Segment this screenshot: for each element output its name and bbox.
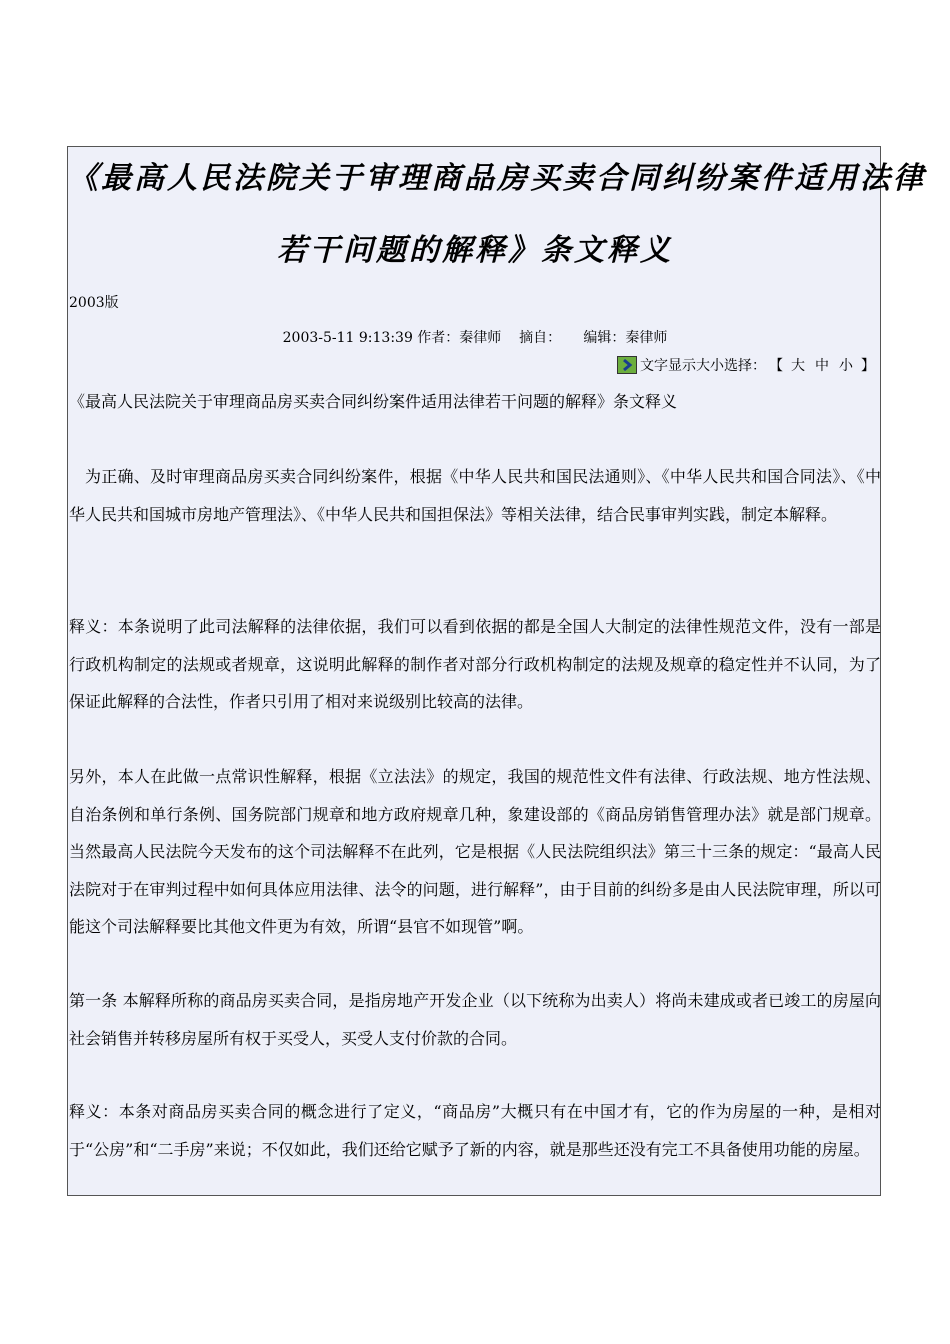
paragraph-commentary-1: 释义：本条说明了此司法解释的法律依据，我们可以看到依据的都是全国人大制定的法律性规范文件，没有一部是行政机构制定的法规或者规章，这说明此解释的制作者对部分行政机构制定的法规及规章的稳定性并不认同，为了保证此解释的合法性，作者只引用了相对来说级别比较高的法律。 (69, 617, 881, 711)
font-size-large-link[interactable]: 大 (791, 358, 805, 374)
text-size-icon (617, 356, 637, 374)
article-title-line-2: 若干问题的解释》条文释义 (277, 233, 673, 268)
paragraph-commentary-2: 另外，本人在此做一点常识性解释，根据《立法法》的规定，我国的规范性文件有法律、行政法规、地方性法规、自治条例和单行条例、国务院部门规章和地方政府规章几种，象建设部的《商品房销售管理办法》就是部门规章。当然最高人民法院今天发布的这个司法解释不在此列，它是根据《人民法院组织法》第三十三条的规定：“最高人民法院对于在审判过程中如何具体应用法律、法令的问题，进行解释”，由于目前的纠纷多是由人民法院审理，所以可能这个司法解释要比其他文件更为有效，所谓“县官不如现管”啊。 (69, 767, 881, 936)
paragraph-heading: 《最高人民法院关于审理商品房买卖合同纠纷案件适用法律若干问题的解释》条文释义 (69, 392, 678, 411)
paragraph-commentary-3: 释义：本条对商品房买卖合同的概念进行了定义，“商品房”大概只有在中国才有，它的作为房屋的一种，是相对于“公房”和“二手房”来说；不仅如此，我们还给它赋予了新的内容，就是那些还没有完工不具备使用功能的房屋。 (69, 1102, 881, 1159)
paragraph-article-1: 第一条 本解释所称的商品房买卖合同，是指房地产开发企业（以下统称为出卖人）将尚未建成或者已竣工的房屋向社会销售并转移房屋所有权于买受人，买受人支付价款的合同。 (69, 991, 881, 1048)
article-meta: 2003-5-11 9:13:39 作者：秦律师 摘自： 编辑：秦律师 (282, 330, 668, 346)
close-bracket: 】 (861, 358, 875, 374)
open-bracket: 【 (769, 358, 783, 374)
font-size-label: 文字显示大小选择： (640, 358, 766, 374)
article-title-line-1: 《最高人民法院关于审理商品房买卖合同纠纷案件适用法律 (68, 161, 926, 196)
version-label: 2003版 (69, 295, 119, 311)
font-size-medium-link[interactable]: 中 (815, 358, 829, 374)
font-size-small-link[interactable]: 小 (839, 358, 853, 374)
paragraph-preamble: 为正确、及时审理商品房买卖合同纠纷案件，根据《中华人民共和国民法通则》、《中华人民共和国合同法》、《中华人民共和国城市房地产管理法》、《中华人民共和国担保法》等相关法律，结合民事审判实践，制定本解释。 (69, 467, 881, 524)
font-size-selector (617, 355, 878, 375)
article-frame (67, 146, 926, 1196)
